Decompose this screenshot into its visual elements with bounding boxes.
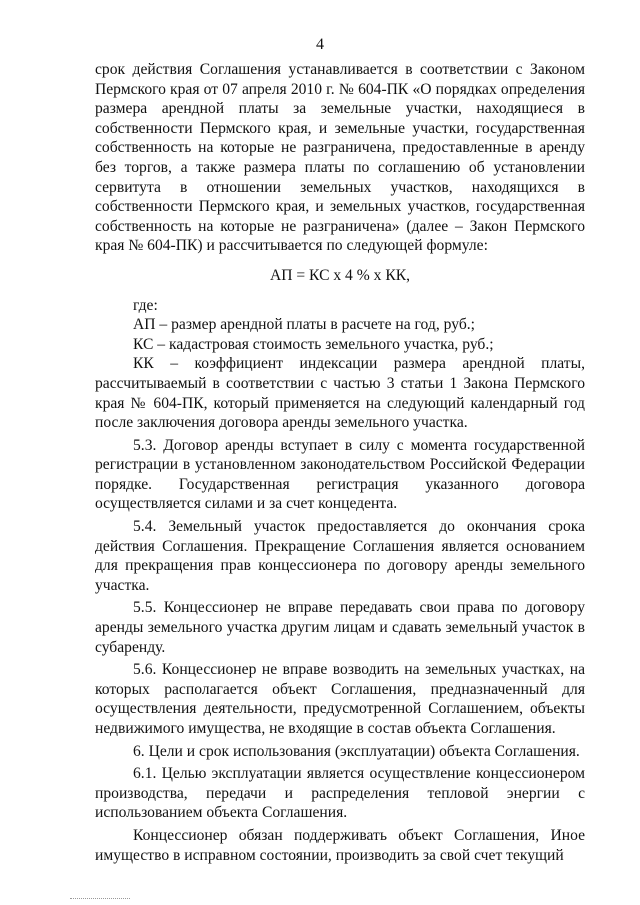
clause-5-6: 5.6. Концессионер не вправе возводить на земельных участках, на которых располагается объект Соглашения, предназначенный для осуществления деятельности, предусмотренной Соглашением, объекты недвижимого имущества, не входящие в состав объекта Соглашения. bbox=[95, 661, 585, 737]
clause-6-1: 6.1. Целью эксплуатации является осуществление концессионером производства, передачи и распределения тепловой энергии с использованием объекта Соглашения. bbox=[95, 765, 585, 822]
paragraph-maintenance-obligation: Концессионер обязан поддерживать объект Соглашения, Иное имущество в исправном состоянии, производить за свой счет текущий bbox=[95, 826, 585, 864]
clause-5-3: 5.3. Договор аренды вступает в силу с момента государственной регистрации в установленном законодательством Российской Федерации порядке. Государственная регистрация указанного договора осуществляется силами и за счет концедента. bbox=[95, 436, 585, 513]
formula-definition-ap: АП – размер арендной платы в расчете на год, руб.; bbox=[133, 316, 475, 334]
paragraph-term-formula-intro: срок действия Соглашения устанавливается в соответствии с Законом Пермского края от 07 апреля 2010 г. № 604-ПК «О порядках определения размера арендной платы за земельные участки, находящиеся в собственности Пермского края, и земельные участки, государственная собственность на которые не разграничена, предоставленные в аренду без торгов, а также размера платы по соглашению об установлении сервитута в отношении земельных участков, находящихся в собственности Пермского края, и земельных участков, государственная собственность на которые не разграничена» (далее – Закон Пермского края № 604-ПК) и рассчитывается по следующей формуле: bbox=[95, 61, 585, 255]
rent-formula: АП = КС х 4 % х КК, bbox=[269, 266, 411, 284]
scan-artifact bbox=[70, 898, 130, 902]
page-number: 4 bbox=[316, 36, 324, 53]
formula-definition-kk: КК – коэффициент индексации размера арендной платы, рассчитываемый в соответствии с частью 3 статьи 1 Закона Пермского края № 604-ПК, который применяется на следующий календарный год после заключения договора аренды земельного участка. bbox=[95, 355, 585, 432]
formula-where-label: где: bbox=[133, 296, 158, 314]
formula-definition-ks: КС – кадастровая стоимость земельного участка, руб.; bbox=[133, 335, 494, 353]
clause-5-4: 5.4. Земельный участок предоставляется до окончания срока действия Соглашения. Прекращение Соглашения является основанием для прекращения прав концессионера по договору аренды земельного участка. bbox=[95, 518, 585, 594]
clause-5-5: 5.5. Концессионер не вправе передавать свои права по договору аренды земельного участка другим лицам и сдавать земельный участок в субаренду. bbox=[95, 599, 585, 656]
section-6-heading: 6. Цели и срок использования (эксплуатации) объекта Соглашения. bbox=[133, 742, 580, 760]
document-body bbox=[95, 60, 585, 865]
